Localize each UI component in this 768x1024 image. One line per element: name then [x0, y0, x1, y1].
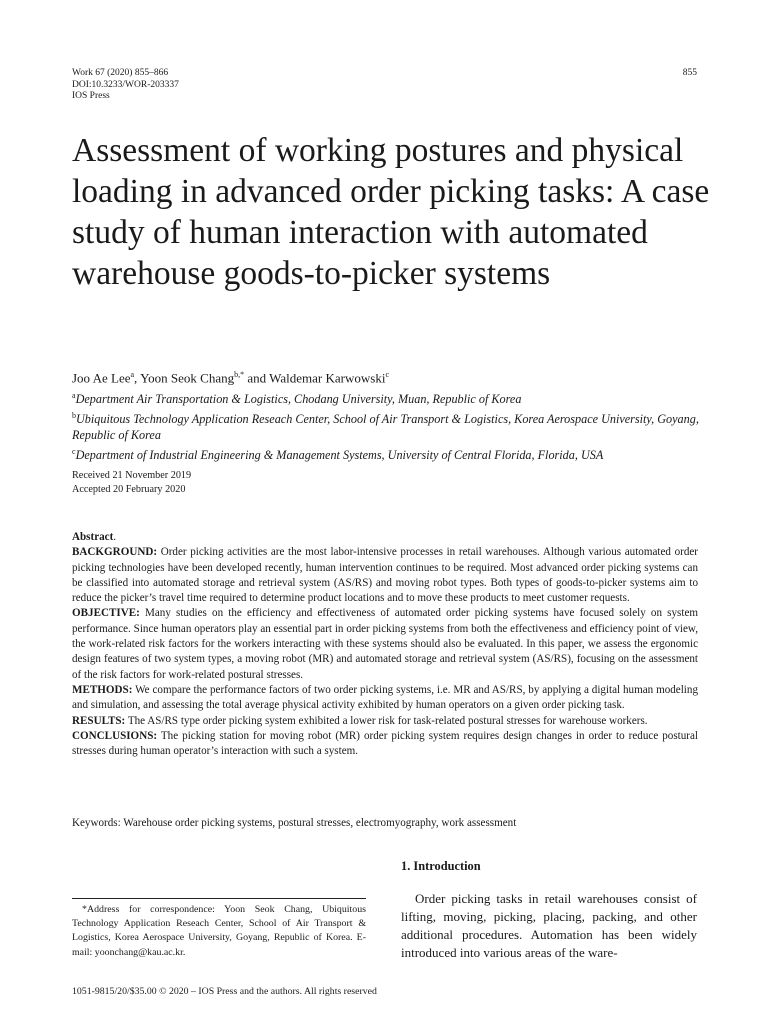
abstract-conclusions — [72, 729, 698, 760]
abstract-label: RESULTS: — [72, 714, 126, 727]
author-affil-mark: c — [385, 370, 389, 379]
affiliation-text: Department of Industrial Engineering & Management Systems, University of Central Florida, Florida, USA — [75, 447, 604, 462]
author-list — [72, 370, 389, 386]
received-date: Received 21 November 2019 — [72, 470, 192, 481]
affiliations — [72, 388, 702, 463]
author-name: Joo Ae Lee — [72, 370, 131, 386]
affiliation — [72, 388, 702, 408]
affiliation — [72, 408, 702, 444]
paper-title: Assessment of working postures and physical loading in advanced order picking tasks: A case study of human interaction with automated warehouse goods-to-picker systems — [72, 132, 710, 292]
abstract-text: The picking station for moving robot (MR) order picking system requires design changes in order to reduce postural stresses during human operator’s interaction with such a system. — [72, 729, 698, 758]
affiliation-text: Ubiquitous Technology Application Reseach Center, School of Air Transport & Logistics, Korea Aerospace University, Goyang, Republic of Korea — [72, 411, 699, 443]
correspondence-footnote: *Address for correspondence: Yoon Seok Chang, Ubiquitous Technology Application Reseach Center, School of Air Transport & Logistics, Korea Aerospace University, Goyang, Republic of Korea. E-mail: yoonchang@kau.ac.kr. — [72, 904, 366, 958]
author-name: Waldemar Karwowski — [269, 370, 386, 386]
abstract-heading-punct: . — [113, 531, 117, 543]
abstract-text: Many studies on the efficiency and effectiveness of automated order picking systems have focused solely on system performance. Since human operators play an essential part in order picking systems from both the effectiveness and efficiency point of view, the work-related risk factors for the workers interacting with these systems should also be evaluated. In this paper, we assess the ergonomic design features of two system types, a moving robot (MR) and automated storage and retrieval system (AS/RS), focusing on the assessment of the risk factors for work-related postural stresses. — [72, 607, 698, 681]
abstract-heading: Abstract — [72, 531, 114, 543]
introduction-paragraph: Order picking tasks in retail warehouses consist of lifting, moving, picking, placing, packing, and other additional procedures. Automation has been widely introduced into various areas of the ware- — [401, 891, 697, 960]
section-heading: 1. Introduction — [401, 859, 481, 873]
author-name: Yoon Seok Chang — [140, 370, 235, 386]
accepted-date: Accepted 20 February 2020 — [72, 484, 186, 495]
abstract-text: The AS/RS type order picking system exhibited a lower risk for task-related postural stresses for warehouse workers. — [125, 714, 648, 727]
journal-doi: DOI:10.3233/WOR-203337 — [72, 79, 179, 90]
journal-info — [72, 68, 179, 103]
abstract — [72, 530, 698, 759]
footnote-divider — [72, 898, 366, 899]
author-affil-mark: a — [130, 370, 135, 379]
affiliation — [72, 444, 702, 464]
abstract-text: We compare the performance factors of two order picking systems, i.e. MR and AS/RS, by applying a digital human modeling and simulation, and assessing the total average physical activity exhibited by human operators on a given order picking task. — [72, 683, 698, 712]
author-separator: and — [244, 370, 270, 386]
copyright-line: 1051-9815/20/$35.00 © 2020 – IOS Press and the authors. All rights reserved — [72, 986, 377, 997]
abstract-label: CONCLUSIONS: — [72, 729, 158, 742]
abstract-label: BACKGROUND: — [72, 546, 158, 559]
affiliation-text: Department Air Transportation & Logistics, Chodang University, Muan, Republic of Korea — [75, 392, 522, 407]
abstract-text: Order picking activities are the most labor-intensive processes in retail warehouses. Although various automated order picking technologies have been developed recently, human intervention continues to be required. Most advanced order picking systems can be classified into automated storage and retrieval system (AS/RS) and moving robot types. Both types of goods-to-picker systems aim to reduce the picker’s travel time required to determine product locations and to move these products to meet customer requests. — [72, 546, 698, 605]
abstract-results — [72, 714, 698, 729]
affiliation-mark: a — [72, 391, 76, 400]
page-number: 855 — [682, 68, 697, 78]
abstract-heading-line — [72, 530, 698, 545]
abstract-methods — [72, 683, 698, 714]
abstract-objective — [72, 606, 698, 682]
abstract-label: OBJECTIVE: — [72, 607, 140, 620]
affiliation-mark: c — [72, 446, 76, 456]
author-separator: , — [134, 370, 141, 386]
article-dates — [72, 469, 191, 497]
keywords: Keywords: Warehouse order picking systems, postural stresses, electromyography, work assessment — [72, 817, 517, 829]
publisher: IOS Press — [72, 91, 110, 101]
affiliation-mark: b — [72, 410, 76, 420]
journal-citation: Work 67 (2020) 855–866 — [72, 68, 169, 78]
abstract-label: METHODS: — [72, 683, 133, 696]
abstract-background — [72, 545, 698, 606]
author-affil-mark: b,* — [234, 370, 245, 379]
